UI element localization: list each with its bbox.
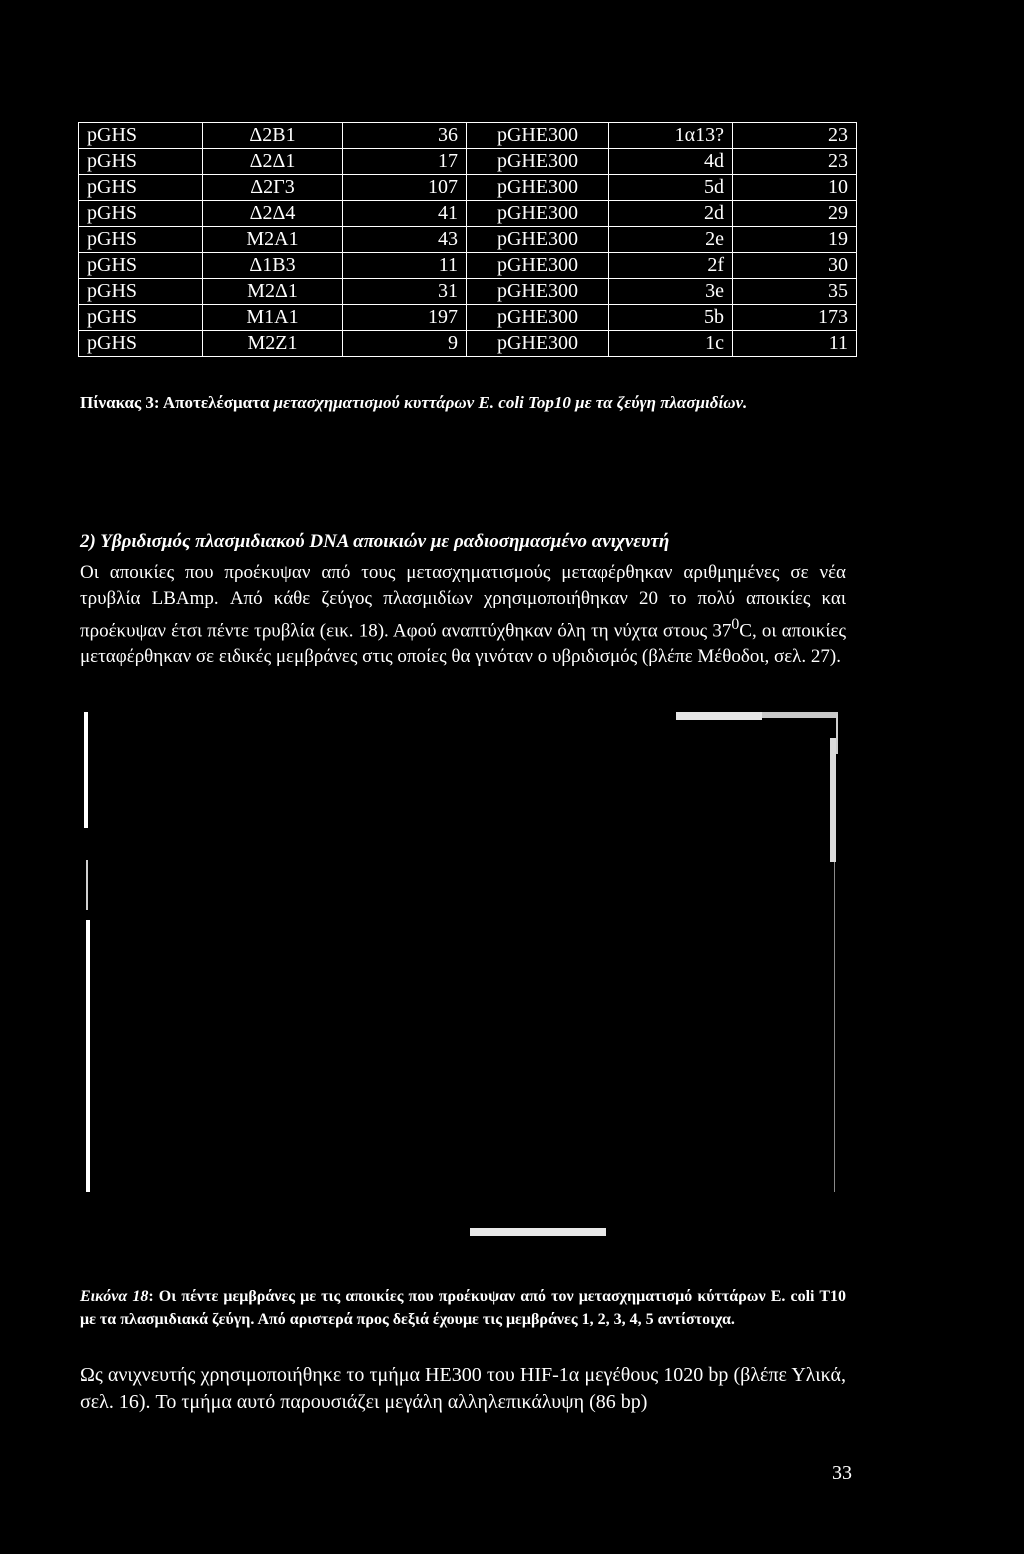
table-cell: 23	[733, 149, 857, 175]
table-cell: M2A1	[203, 227, 343, 253]
figure-caption-text: : Οι πέντε μεμβράνες με τις αποικίες που προέκυψαν από τον μετασχηματισμό κύττάρων E. coli T10 με τα πλασμιδιακά ζεύγη. Από αριστερά προς δεξιά έχουμε τις μεμβράνες 1, 2, 3, 4, 5 αντίστοιχα.	[80, 1288, 846, 1328]
table-cell: pGHS	[79, 253, 203, 279]
figure-caption-label: Εικόνα 18	[80, 1288, 149, 1305]
membrane-figure	[84, 712, 850, 1256]
paragraph-text-end: C, οι αποικίες μεταφέρθηκαν σε ειδικές μεμβράνες στις οποίες θα γινόταν ο υβριδισμός (βλέπε Μέθοδοι, σελ. 27).	[80, 620, 846, 668]
table-cell: M2Δ1	[203, 279, 343, 305]
table-cell: pGHE300	[467, 175, 609, 201]
table-cell: pGHE300	[467, 149, 609, 175]
table-cell: 11	[343, 253, 467, 279]
table-cell: M2Z1	[203, 331, 343, 357]
table-cell: 5b	[609, 305, 733, 331]
table-cell: Δ2Γ3	[203, 175, 343, 201]
table-cell: pGHE300	[467, 253, 609, 279]
membrane-edge-right-lower	[834, 862, 835, 1192]
table-row	[79, 201, 857, 227]
table-cell: 41	[343, 201, 467, 227]
table-cell: 2f	[609, 253, 733, 279]
table-cell: pGHE300	[467, 305, 609, 331]
table-row	[79, 149, 857, 175]
table-cell: 2e	[609, 227, 733, 253]
table-row	[79, 279, 857, 305]
table-caption	[80, 392, 880, 414]
table-cell: 35	[733, 279, 857, 305]
table-cell: pGHE300	[467, 227, 609, 253]
table-cell: pGHS	[79, 279, 203, 305]
table-cell: 2d	[609, 201, 733, 227]
table-cell: Δ1B3	[203, 253, 343, 279]
table-cell: 173	[733, 305, 857, 331]
membrane-edge-right	[830, 738, 836, 862]
membrane-edge-left-bottom	[86, 920, 90, 1192]
table-cell: pGHE300	[467, 331, 609, 357]
table-cell: pGHS	[79, 201, 203, 227]
section-heading: 2) Υβριδισμός πλασμιδιακού DNA αποικιών με ραδιοσημασμένο ανιχνευτή	[80, 531, 670, 552]
table-cell: 3e	[609, 279, 733, 305]
table-cell: 31	[343, 279, 467, 305]
results-table	[78, 122, 857, 357]
temperature-superscript: 0	[731, 616, 740, 633]
table-cell: Δ2Δ1	[203, 149, 343, 175]
table-cell: pGHS	[79, 227, 203, 253]
page-number: 33	[832, 1462, 852, 1484]
table-cell: pGHS	[79, 123, 203, 149]
closing-paragraph: Ως ανιχνευτής χρησιμοποιήθηκε το τμήμα HE300 του HIF-1α μεγέθους 1020 bp (βλέπε Υλικά, σελ. 16). Το τμήμα αυτό παρουσιάζει μεγάλη αλληλεπικάλυψη (86 bp)	[80, 1364, 846, 1413]
table-cell: 30	[733, 253, 857, 279]
table-cell: M1A1	[203, 305, 343, 331]
membrane-edge-left-top	[84, 712, 88, 828]
table-row	[79, 175, 857, 201]
table-cell: pGHE300	[467, 123, 609, 149]
table-cell: 10	[733, 175, 857, 201]
table-caption-label: Πίνακας 3: Αποτελέσματα	[80, 393, 270, 412]
table-row	[79, 253, 857, 279]
table-cell: 1c	[609, 331, 733, 357]
table-cell: Δ2B1	[203, 123, 343, 149]
table-row	[79, 305, 857, 331]
membrane-edge-bottom	[470, 1228, 606, 1236]
table-cell: 107	[343, 175, 467, 201]
table-cell: 5d	[609, 175, 733, 201]
table-cell: 29	[733, 201, 857, 227]
table-cell: 1α13?	[609, 123, 733, 149]
membrane-edge-top-right-a	[676, 712, 762, 720]
table-cell: 43	[343, 227, 467, 253]
body-paragraph	[80, 560, 846, 670]
table-cell: pGHS	[79, 331, 203, 357]
results-table-body	[79, 123, 857, 357]
table-row	[79, 123, 857, 149]
table-cell: pGHE300	[467, 201, 609, 227]
table-cell: pGHS	[79, 305, 203, 331]
paragraph-text-start: Οι αποικίες που προέκυψαν από τους μετασχηματισμούς μεταφέρθηκαν αριθμημένες σε νέα τρυβλία LBAmp. Από κάθε ζεύγος πλασμιδίων χρησιμοποιήθηκαν 20 το πολύ αποικίες και προέκυψαν έτσι πέντε τρυβλία (εικ. 18). Αφού αναπτύχθηκαν όλη τη νύχτα στους 37	[80, 562, 846, 642]
table-cell: 11	[733, 331, 857, 357]
table-cell: 17	[343, 149, 467, 175]
table-cell: 9	[343, 331, 467, 357]
table-cell: Δ2Δ4	[203, 201, 343, 227]
membrane-edge-top-right-b	[762, 712, 838, 718]
table-row	[79, 331, 857, 357]
table-cell: 19	[733, 227, 857, 253]
membrane-edge-right-top	[836, 714, 838, 754]
table-cell: 4d	[609, 149, 733, 175]
table-row	[79, 227, 857, 253]
table-cell: 36	[343, 123, 467, 149]
figure-caption	[80, 1285, 846, 1331]
table-cell: 197	[343, 305, 467, 331]
table-cell: pGHE300	[467, 279, 609, 305]
table-caption-text: μετασχηματισμού κυττάρων E. coli Top10 με τα ζεύγη πλασμιδίων.	[269, 393, 748, 412]
membrane-edge-left-mid	[86, 860, 88, 910]
table-cell: pGHS	[79, 149, 203, 175]
table-cell: 23	[733, 123, 857, 149]
table-cell: pGHS	[79, 175, 203, 201]
